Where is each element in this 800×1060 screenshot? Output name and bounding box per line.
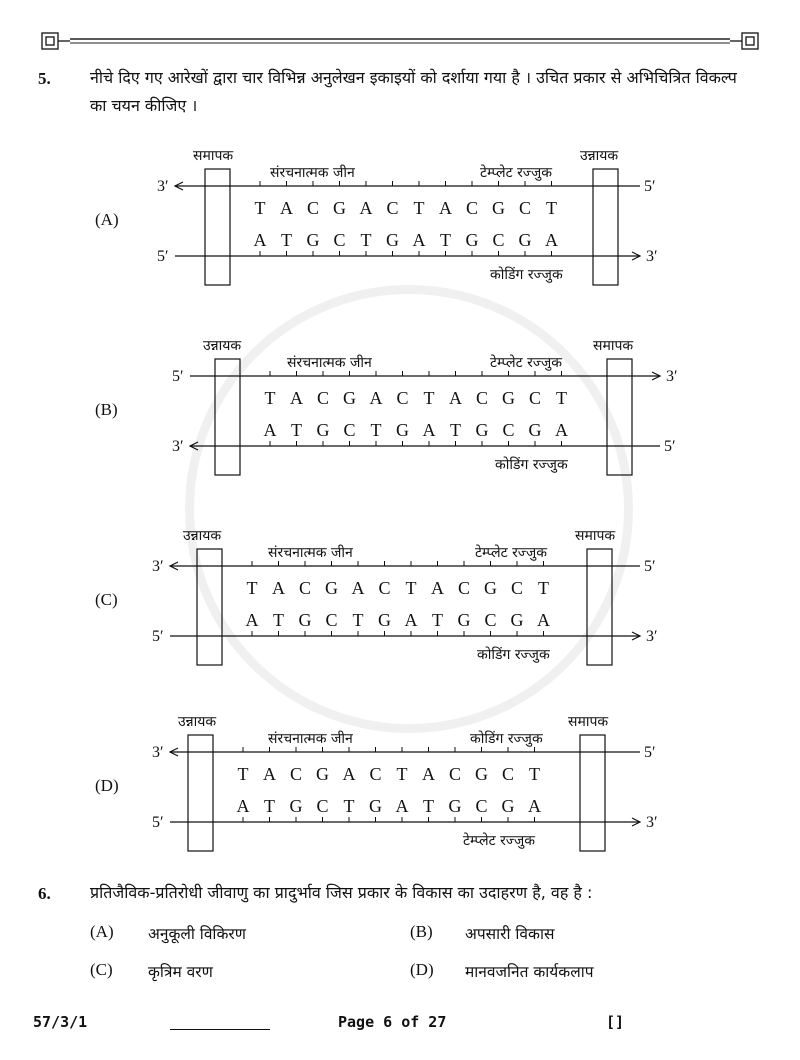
coding-base: T [370, 420, 382, 440]
template-base: G [343, 388, 356, 408]
q6-text: प्रतिजैविक-प्रतिरोधी जीवाणु का प्रादुर्भाव जिस प्रकार के विकास का उदाहरण है, वह है : [90, 883, 593, 902]
footer-page-number: Page 6 of 27 [338, 1013, 447, 1031]
template-base: A [351, 578, 365, 598]
template-base: C [457, 578, 471, 598]
q6-option-b-text: अपसारी विकास [465, 925, 555, 943]
template-base: G [502, 388, 515, 408]
coding-base: C [492, 230, 505, 250]
coding-base: T [343, 796, 355, 816]
bottom-right-end: 3′ [646, 814, 658, 831]
template-base: C [465, 198, 479, 218]
coding-base: C [325, 610, 338, 630]
coding-base: G [518, 230, 532, 250]
coding-base: G [457, 610, 471, 630]
top-right-end: 5′ [644, 744, 656, 761]
coding-base: T [360, 230, 372, 250]
footer-blank-line [170, 1029, 270, 1030]
top-left-end: 3′ [152, 744, 164, 761]
template-base: T [546, 198, 557, 218]
structural-gene-label: संरचनात्मक जीन [268, 731, 353, 747]
template-base: A [272, 578, 285, 598]
template-base: A [263, 764, 276, 784]
top-strand-label: कोडिंग रज्जुक [470, 731, 543, 747]
bottom-strand-label: कोडिंग रज्जुक [477, 647, 550, 663]
template-base: C [528, 388, 542, 408]
q6-number: 6. [38, 884, 51, 903]
q5-option-a-label: (A) [95, 210, 119, 229]
coding-base: A [528, 796, 541, 816]
q6-option-c-text: कृत्रिम वरण [148, 963, 213, 981]
coding-base: G [475, 420, 489, 440]
template-base: A [280, 198, 293, 218]
footer-paper-code: 57/3/1 [33, 1013, 88, 1031]
coding-base: T [352, 610, 364, 630]
template-base: T [254, 198, 266, 218]
coding-base: A [412, 230, 426, 250]
coding-base: C [484, 610, 497, 630]
coding-base: A [263, 420, 277, 440]
top-strand-label: टेम्प्लेट रज्जुक [490, 355, 562, 371]
template-base: C [298, 578, 312, 598]
coding-base: T [440, 230, 451, 250]
coding-base: G [448, 796, 462, 816]
diagram-b [0, 332, 800, 492]
template-base: C [289, 764, 303, 784]
top-right-end: 3′ [666, 368, 678, 385]
template-base: A [439, 198, 452, 218]
template-base: T [237, 764, 249, 784]
bottom-left-end: 5′ [152, 628, 164, 645]
template-base: A [290, 388, 303, 408]
template-base: G [316, 764, 329, 784]
coding-base: G [378, 610, 391, 630]
coding-base: G [298, 610, 312, 630]
bottom-right-end: 5′ [664, 438, 676, 455]
template-base: T [396, 764, 408, 784]
template-base: C [316, 388, 330, 408]
right-box-label: समापक [568, 714, 609, 730]
q6-option-d-text: मानवजनित कार्यकलाप [465, 963, 594, 981]
template-base: T [556, 388, 567, 408]
coding-base: G [386, 230, 399, 250]
footer-brackets: [] [606, 1013, 625, 1031]
bottom-right-end: 3′ [646, 248, 658, 265]
coding-base: T [423, 796, 434, 816]
q6-option-a-label: (A) [90, 922, 114, 941]
q5-option-b-label: (B) [95, 400, 118, 419]
q6-option-a-text: अनुकूली विकिरण [148, 925, 246, 943]
q5-option-d-label: (D) [95, 776, 119, 795]
left-corner-ornament-icon [42, 33, 70, 49]
coding-base: A [404, 610, 418, 630]
top-right-end: 5′ [644, 178, 656, 195]
template-base: C [396, 388, 409, 408]
coding-base: C [475, 796, 488, 816]
structural-gene-label: संरचनात्मक जीन [268, 545, 353, 561]
bottom-strand-label: कोडिंग रज्जुक [490, 267, 563, 283]
template-base: C [475, 388, 489, 408]
coding-base: G [369, 796, 382, 816]
coding-base: T [291, 420, 302, 440]
coding-base: T [432, 610, 443, 630]
template-base: A [369, 388, 383, 408]
template-base: G [484, 578, 497, 598]
top-left-end: 3′ [152, 558, 164, 575]
template-base: T [264, 388, 276, 408]
template-base: T [246, 578, 258, 598]
q6-option-c-label: (C) [90, 960, 113, 979]
coding-base: T [281, 230, 292, 250]
left-box-label: उन्नायक [183, 528, 222, 544]
left-box-label: उन्नायक [178, 714, 217, 730]
template-base: A [342, 764, 356, 784]
top-strand-label: टेम्प्लेट रज्जुक [480, 165, 552, 181]
template-base: C [378, 578, 391, 598]
template-base: C [501, 764, 515, 784]
template-base: T [538, 578, 549, 598]
bottom-strand-label: टेम्प्लेट रज्जुक [463, 833, 535, 849]
coding-base: C [502, 420, 515, 440]
coding-base: C [316, 796, 329, 816]
top-left-end: 5′ [172, 368, 184, 385]
coding-base: G [465, 230, 479, 250]
right-box-label: समापक [593, 338, 634, 354]
top-left-end: 3′ [157, 178, 169, 195]
template-base: C [518, 198, 532, 218]
left-box-label: समापक [193, 148, 234, 164]
bottom-left-end: 5′ [157, 248, 169, 265]
structural-gene-label: संरचनात्मक जीन [270, 165, 355, 181]
template-base: T [413, 198, 425, 218]
coding-base: A [245, 610, 259, 630]
coding-base: A [537, 610, 550, 630]
template-base: C [369, 764, 382, 784]
template-base: G [475, 764, 488, 784]
left-box-label: उन्नायक [203, 338, 242, 354]
q5-text: नीचे दिए गए आरेखों द्वारा चार विभिन्न अनुलेखन इकाइयों को दर्शाया गया है । उचित प्रकार से अभिचित्रित विकल्प का चयन कीजिए । [90, 68, 737, 115]
diagram-a [0, 142, 800, 302]
coding-base: A [555, 420, 568, 440]
q5-number: 5. [38, 69, 51, 88]
diagram-d [0, 708, 800, 868]
template-base: C [510, 578, 524, 598]
template-base: A [422, 764, 435, 784]
coding-base: A [253, 230, 267, 250]
coding-base: A [422, 420, 436, 440]
template-base: C [306, 198, 320, 218]
template-base: A [431, 578, 444, 598]
structural-gene-label: संरचनात्मक जीन [287, 355, 372, 371]
bottom-right-end: 3′ [646, 628, 658, 645]
bottom-strand-label: कोडिंग रज्जुक [495, 457, 568, 473]
template-base: T [423, 388, 435, 408]
coding-base: A [545, 230, 558, 250]
coding-base: A [395, 796, 409, 816]
coding-base: A [236, 796, 250, 816]
coding-base: T [273, 610, 284, 630]
coding-base: G [396, 420, 409, 440]
bottom-left-end: 5′ [152, 814, 164, 831]
q6-option-b-label: (B) [410, 922, 433, 941]
bottom-left-end: 3′ [172, 438, 184, 455]
template-base: G [333, 198, 346, 218]
q6-option-d-label: (D) [410, 960, 434, 979]
coding-base: G [510, 610, 524, 630]
template-base: T [405, 578, 417, 598]
top-border [0, 0, 800, 60]
coding-base: T [264, 796, 275, 816]
top-right-end: 5′ [644, 558, 656, 575]
template-base: G [325, 578, 338, 598]
diagram-c [0, 522, 800, 682]
right-box-label: उन्नायक [580, 148, 619, 164]
template-base: G [492, 198, 505, 218]
coding-base: G [501, 796, 515, 816]
coding-base: C [343, 420, 356, 440]
coding-base: G [306, 230, 320, 250]
coding-base: C [333, 230, 346, 250]
coding-base: G [528, 420, 542, 440]
right-box-label: समापक [575, 528, 616, 544]
coding-base: G [316, 420, 330, 440]
q5-option-c-label: (C) [95, 590, 118, 609]
template-base: C [448, 764, 462, 784]
template-base: C [386, 198, 399, 218]
right-corner-ornament-icon [730, 33, 758, 49]
template-base: T [529, 764, 540, 784]
coding-base: T [450, 420, 461, 440]
coding-base: G [289, 796, 303, 816]
template-base: A [449, 388, 462, 408]
top-strand-label: टेम्प्लेट रज्जुक [475, 545, 547, 561]
template-base: A [359, 198, 373, 218]
